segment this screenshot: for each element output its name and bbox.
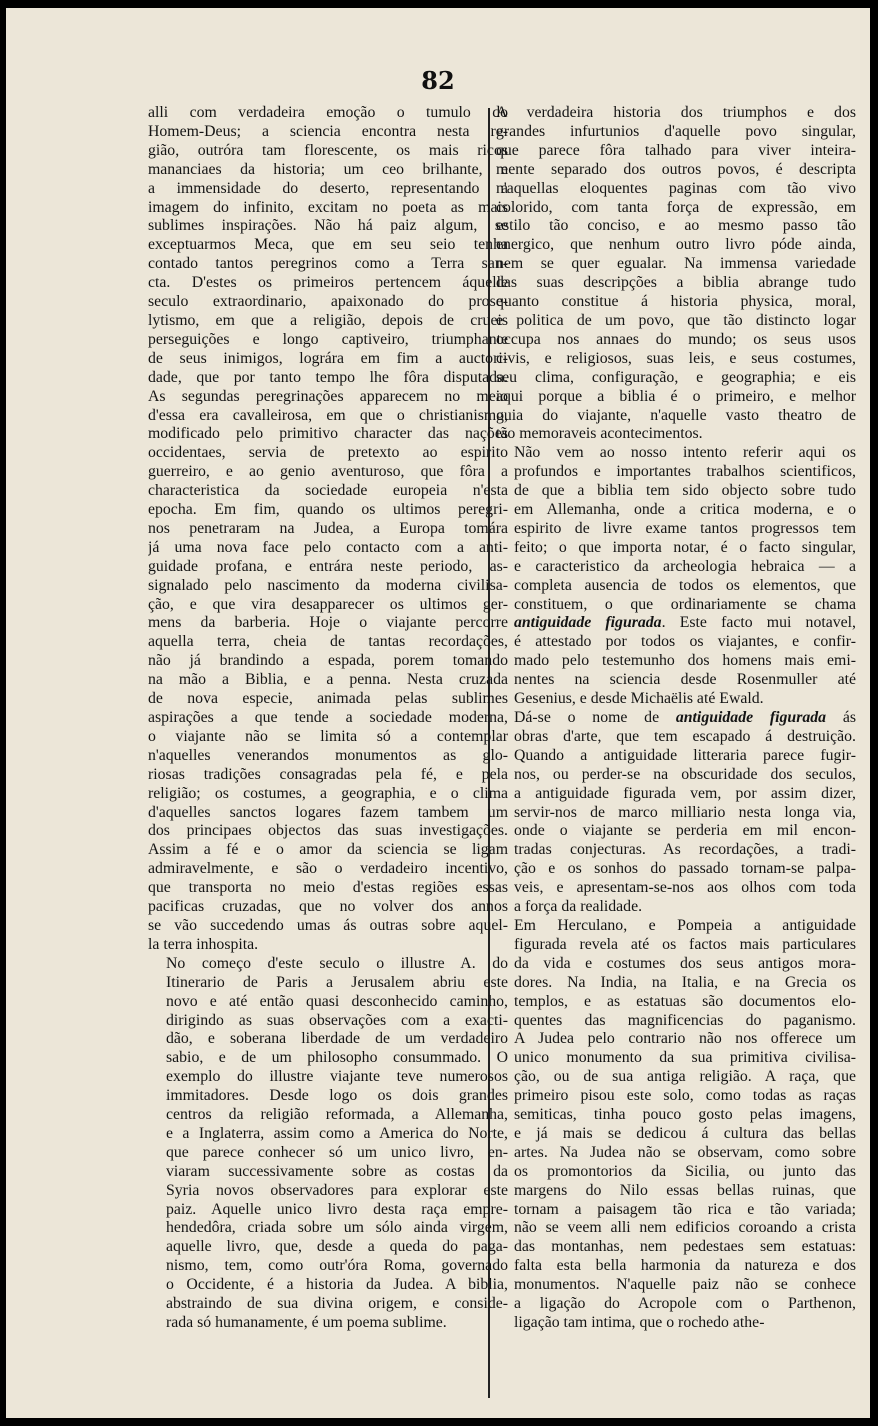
text-line: primeiro pisou este solo, como todas as raças xyxy=(514,1087,856,1105)
text-line: nem se quer egualar. Na immensa variedade xyxy=(496,255,856,273)
text-line: guerreiro, e ao genio aventuroso, que fôra a xyxy=(148,463,508,481)
text-line: lytismo, em que a religião, depois de crueis xyxy=(148,311,508,329)
text-line: o viajante não se limita só a contemplar xyxy=(148,727,508,745)
text-line: aqui porque a biblia é o primeiro, e melhor xyxy=(496,387,856,405)
text-line: Syria novos observadores para explorar este xyxy=(166,1181,508,1199)
text-line: signalado pelo nascimento da moderna civilisa- xyxy=(148,576,508,594)
text-line: cta. D'estes os primeiros pertencem áquelle xyxy=(148,274,508,292)
text-line: já uma nova face pelo contacto com a anti- xyxy=(148,538,508,556)
text-line: hendedôra, criada sobre um sólo ainda virgem, xyxy=(166,1219,508,1237)
text-line: na mão a Biblia, e a penna. Nesta cruzada xyxy=(148,671,508,689)
text-line: A verdadeira historia dos triumphos e dos xyxy=(496,104,856,121)
text-line: seu clima, configuração, e geographia; e eis xyxy=(496,368,856,386)
text-line: que parece conhecer só um unico livro, en- xyxy=(166,1143,508,1161)
text-line: Dá-se o nome de antiguidade figurada ás xyxy=(514,709,856,726)
text-line: civis, e religiosos, suas leis, e seus costumes, xyxy=(496,349,856,367)
text-line: mens da barberia. Hoje o viajante percorre xyxy=(148,614,508,632)
text-line: o Occidente, é a historia da Judea. A biblia, xyxy=(166,1276,508,1294)
text-line: margens do Nilo essas bellas ruinas, que xyxy=(514,1181,856,1199)
paragraph xyxy=(148,104,508,955)
text-line: tradas conjecturas. As recordações, a tradi- xyxy=(514,841,856,859)
text-line: constituem, o que ordinariamente se chama xyxy=(514,595,856,613)
text-line: la terra inhospita. xyxy=(148,935,259,953)
text-line: d'aquelles sanctos logares fazem tambem um xyxy=(148,803,508,821)
text-line: figurada revela até os factos mais particulares xyxy=(514,935,856,953)
text-line: dores. Na India, na Italia, e na Grecia os xyxy=(514,973,856,991)
page-number: 82 xyxy=(421,66,455,95)
text-line: exceptuarmos Meca, que em seu seio tenha xyxy=(148,236,508,254)
text-line: viaram successivamente sobre as costas da xyxy=(166,1162,508,1180)
emphasized-term: antiguidade figurada xyxy=(675,709,827,726)
text-line: dos principaes objectos das suas investigações. xyxy=(148,822,508,840)
text-line: ção e os sonhos do passado tornam-se palpa- xyxy=(514,860,856,878)
text-line: da vida e costumes dos seus antigos mora- xyxy=(514,954,856,972)
text-line: ção, ou de sua antiga religião. A raça, que xyxy=(514,1068,856,1086)
text-line: unico monumento da sua primitiva civilisa- xyxy=(514,1049,856,1067)
text-line: Em Herculano, e Pompeia a antiguidade xyxy=(514,916,856,934)
text-line: servir-nos de marco milliario nesta longa via, xyxy=(514,803,856,821)
text-line: Itinerario de Paris a Jerusalem abriu este xyxy=(166,973,508,991)
text-line: occidentaes, servia de pretexto ao espirito xyxy=(148,444,508,462)
text-line: sabio, e de um philosopho consummado. O xyxy=(166,1049,508,1067)
text-line: é attestado por todos os viajantes, e confir- xyxy=(514,633,856,651)
text-line: modificado pelo primitivo character das nações xyxy=(148,425,508,443)
paragraph xyxy=(496,709,856,917)
text-line: d'essa era cavalleirosa, em que o christianismo, xyxy=(148,406,508,424)
text-line: n'aquellas eloquentes paginas com tão vivo xyxy=(496,179,856,197)
text-line: Homem-Deus; a sciencia encontra nesta re- xyxy=(148,122,508,140)
paragraph xyxy=(148,955,508,1333)
text-line: sublimes inspirações. Não há paiz algum, se xyxy=(148,217,508,235)
text-line: e caracteristico da archeologia hebraica — a xyxy=(514,557,856,575)
text-line: ligação tam intima, que o rochedo athe- xyxy=(514,1314,765,1331)
paragraph xyxy=(496,444,856,709)
text-line: paiz. Aquelle unico livro desta raça empre- xyxy=(166,1200,508,1218)
text-line: mente separado dos outros povos, é descripta xyxy=(496,160,856,178)
text-line: contado tantos peregrinos como a Terra san- xyxy=(148,255,508,273)
text-line: profundos e importantes trabalhos scientificos, xyxy=(514,463,856,481)
text-line: das suas descripções a biblia abrange tudo xyxy=(496,274,856,292)
right-column xyxy=(496,104,856,1333)
text-line: ção, e que vira desapparecer os ultimos ger- xyxy=(148,595,508,613)
text-line: feito; o que importa notar, é o facto singular, xyxy=(514,538,856,556)
text-line: templos, e as estatuas são documentos elo- xyxy=(514,992,856,1010)
text-line: grandes infurtunios d'aquelle povo singular, xyxy=(496,122,856,140)
text-line: dade, que por tanto tempo lhe fôra disputada. xyxy=(148,368,508,386)
text-line: admiravelmente, e são o verdadeiro incentivo, xyxy=(148,860,508,878)
text-line: de nova especie, animada pelas sublimes xyxy=(148,690,508,708)
emphasized-term: antiguidade figurada xyxy=(514,614,662,632)
text-line: guia do viajante, n'aquelle vasto theatro de xyxy=(496,406,856,424)
text-line: das montanhas, nem pedestaes sem estatuas: xyxy=(514,1238,856,1256)
text-line: não já brandindo a espada, porem tomando xyxy=(148,652,508,670)
text-line: veis, e apresentam-se-nos aos olhos com toda xyxy=(514,879,856,897)
text-line: a immensidade do deserto, representando a xyxy=(148,179,508,197)
text-line: perseguições e longo captiveiro, triumphante xyxy=(148,330,508,348)
text-line: guidade profana, e entrára neste periodo, as- xyxy=(148,557,508,575)
left-column xyxy=(148,104,508,1333)
text-line: nentes na sciencia desde Rosenmuller até xyxy=(514,671,856,689)
text-line: quentes das magnificencias do paganismo. xyxy=(514,1011,856,1029)
text-line: tão memoraveis acontecimentos. xyxy=(496,425,703,443)
text-line: abstraindo de sua divina origem, e conside- xyxy=(166,1295,508,1313)
text-line: mado pelo testemunho dos homens mais emi- xyxy=(514,652,856,670)
text-line: aquella terra, cheia de tantas recordações, xyxy=(148,633,508,651)
text-line: tornam a paisagem tão rica e tão variada; xyxy=(514,1200,856,1218)
text-line: Não vem ao nosso intento referir aqui os xyxy=(514,444,856,462)
text-line: e já mais se dedicou á cultura das bellas xyxy=(514,1124,856,1142)
text-line: a força da realidade. xyxy=(514,898,643,916)
text-line: riosas tradições consagradas pela fé, e pela xyxy=(148,765,508,783)
paragraph xyxy=(496,104,856,444)
text-line: Gesenius, e desde Michaëlis até Ewald. xyxy=(514,690,764,708)
text-line: gião, outróra tam florescente, os mais ricos xyxy=(148,141,508,159)
text-line: espirito de livre exame tantos progressos tem xyxy=(514,519,856,537)
text-line: dirigindo as suas observações com a exacti- xyxy=(166,1011,508,1029)
text-line: centros da religião reformada, a Allemanha, xyxy=(166,1106,508,1124)
text-line: Quando a antiguidade litteraria parece fugir- xyxy=(514,746,856,764)
paragraph xyxy=(496,917,856,1333)
text-line: rada só humanamente, é um poema sublime. xyxy=(166,1314,447,1331)
text-line: estilo tão conciso, e ao mesmo passo tão xyxy=(496,217,856,235)
text-line: antiguidade figurada. Este facto mui notavel, xyxy=(514,614,856,632)
text-line: de seus inimigos, lográra em fim a auctori- xyxy=(148,349,508,367)
text-line: de que a biblia tem sido objecto sobre tudo xyxy=(514,482,856,500)
text-line: mananciaes da historia; um ceo brilhante, e xyxy=(148,160,508,178)
text-line: nismo, tem, como outr'óra Roma, governado xyxy=(166,1257,508,1275)
scanned-page xyxy=(6,8,870,1418)
text-line: epocha. Em fim, quando os ultimos peregri- xyxy=(148,501,508,519)
text-line: não se veem alli nem edificios coroando a crista xyxy=(514,1219,856,1237)
text-line: completa ausencia de todos os elementos, que xyxy=(514,576,856,594)
text-line: os promontorios da Sicilia, ou junto das xyxy=(514,1162,856,1180)
text-line: novo e até então quasi desconhecido caminho, xyxy=(166,992,508,1010)
text-line: monumentos. N'aquelle paiz não se conhece xyxy=(514,1276,856,1294)
text-line: A Judea pelo contrario não nos offerece um xyxy=(514,1030,856,1048)
text-line: Assim a fé e o amor da sciencia se ligam xyxy=(148,841,508,859)
text-line: onde o viajante se perderia em mil encon- xyxy=(514,822,856,840)
text-line: a ligação do Acropole com o Parthenon, xyxy=(514,1295,856,1313)
text-line: n'aquelles venerandos monumentos as glo- xyxy=(148,746,508,764)
text-line: se vão succedendo umas ás outras sobre aquel- xyxy=(148,916,508,934)
text-line: que parece fôra talhado para viver inteira- xyxy=(496,141,856,159)
text-line: characteristica da sociedade europeia n'esta xyxy=(148,482,508,500)
text-line: falta esta bella harmonia da natureza e dos xyxy=(514,1257,856,1275)
text-line: occupa nos annaes do mundo; os seus usos xyxy=(496,330,856,348)
text-line: aquelle livro, que, desde a queda do paga- xyxy=(166,1238,508,1256)
text-line: imagem do infinito, excitam no poeta as mais xyxy=(148,198,508,216)
text-line: immitadores. Desde logo os dois grandes xyxy=(166,1087,508,1105)
text-line: em Allemanha, onde a critica moderna, e o xyxy=(514,501,856,519)
text-line: que transporta no meio d'estas regiões essas xyxy=(148,879,508,897)
text-line: a antiguidade figurada vem, por assim dizer, xyxy=(514,784,856,802)
text-line: artes. Na Judea não se observam, como sobre xyxy=(514,1143,856,1161)
text-line: e politica de um povo, que tão distincto logar xyxy=(496,311,856,329)
text-line: aspirações a que tende a sociedade moderna, xyxy=(148,709,508,726)
text-line: colorido, com tanta força de expressão, em xyxy=(496,198,856,216)
text-line: As segundas peregrinações apparecem no meio xyxy=(148,387,508,405)
text-line: nos penetraram na Judea, a Europa tomára xyxy=(148,519,508,537)
text-line: No começo d'este seculo o illustre A. do xyxy=(166,954,508,972)
text-line: seculo extraordinario, apaixonado do prose- xyxy=(148,293,508,311)
text-line: e a Inglaterra, assim como a America do Norte, xyxy=(166,1124,508,1142)
text-line: energico, que nenhum outro livro póde ainda, xyxy=(496,236,856,254)
text-line: dão, e soberana liberdade de um verdadeiro xyxy=(166,1030,508,1048)
text-line: semiticas, tinha pouco gosto pelas imagens, xyxy=(514,1106,856,1124)
text-line: obras d'arte, que tem escapado á destruição. xyxy=(514,727,856,745)
text-line: exemplo do illustre viajante teve numerosos xyxy=(166,1068,508,1086)
text-line: religião; os costumes, a geographia, e o clima xyxy=(148,784,508,802)
text-line: alli com verdadeira emoção o tumulo do xyxy=(148,104,508,121)
text-line: pacificas cruzadas, que no volver dos annos xyxy=(148,898,508,916)
text-line: nos, ou perder-se na obscuridade dos seculos, xyxy=(514,765,856,783)
text-line: quanto constitue á historia physica, moral, xyxy=(496,293,856,311)
